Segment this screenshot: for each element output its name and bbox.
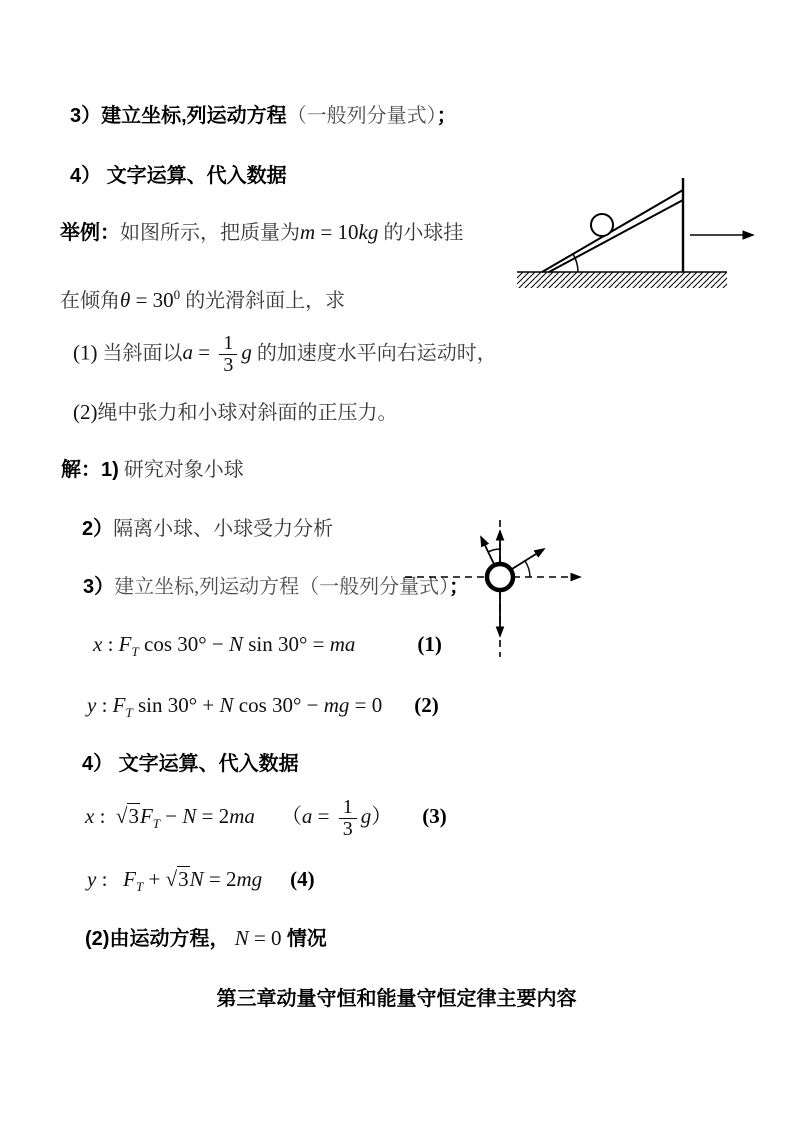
- incline-surface-upper: [542, 190, 683, 272]
- tension-angle-arc: [525, 561, 530, 577]
- step4-heading: 4） 文字运算、代入数据: [70, 165, 287, 187]
- equation-2: y : $F_T$ sin 30° + N cos 30° − mg = 0 (2): [87, 693, 439, 721]
- hatched-ground: [517, 272, 727, 288]
- solution-step1: 解：1) 研究对象小球: [61, 459, 244, 481]
- equation-3: x : $√3F_T - N = 2ma$ （a = $\frac{1}{3}$ g） (3): [85, 796, 447, 840]
- solution-step3: 3）建立坐标,列运动方程（一般列分量式）；: [83, 576, 470, 598]
- example-condition: 在倾角$\theta = 30^0$ 的光滑斜面上，求: [60, 287, 346, 312]
- ball-body: [487, 564, 513, 590]
- normal-angle-arc: [488, 549, 500, 552]
- force-diagram-figure: [400, 505, 600, 665]
- solution-step4: 4） 文字运算、代入数据: [82, 753, 299, 775]
- chapter3-title: 第三章动量守恒和能量守恒定律主要内容: [216, 988, 577, 1010]
- question-2: (2)绳中张力和小球对斜面的正压力。: [73, 400, 398, 424]
- incline-ball-figure: [505, 170, 785, 295]
- example-intro: 举例：如图所示，把质量为m = 10kg 的小球挂: [60, 220, 464, 244]
- step3-heading: 3）建立坐标,列运动方程（一般列分量式）；: [70, 105, 457, 127]
- equation-4: y : $F_T + √3N = 2mg$ (4): [87, 867, 315, 895]
- question-1: (1) 当斜面以a = $\frac{1}{3}$ g 的加速度水平向右运动时，: [73, 332, 497, 376]
- solution-step2: 2）隔离小球、小球受力分析: [82, 518, 334, 540]
- equation-1: x : $F_T$ cos 30° − N sin 30° = ma (1): [93, 632, 442, 660]
- incline-surface-lower: [549, 200, 683, 272]
- ball: [591, 214, 613, 236]
- case-2: (2)由运动方程， N = 0 情况: [85, 926, 327, 950]
